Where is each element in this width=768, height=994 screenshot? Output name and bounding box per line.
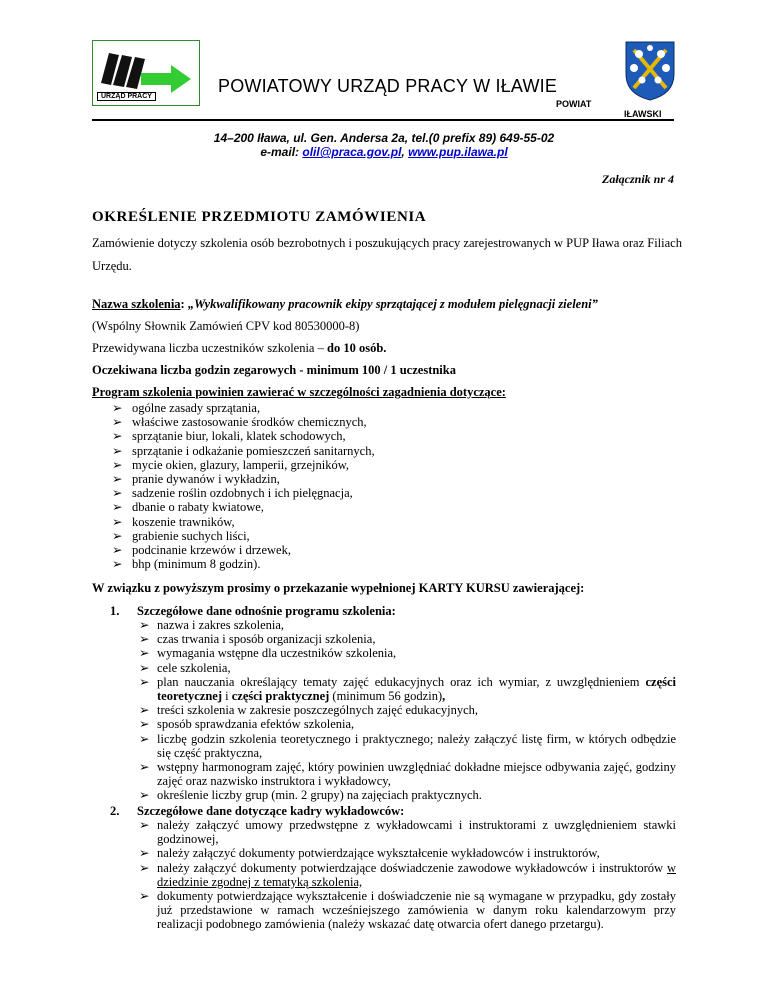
arrow-bullet-icon: ➢: [112, 429, 123, 444]
section-number: 2.: [110, 804, 120, 818]
list-item: [137, 703, 676, 717]
list-item: [137, 618, 676, 632]
list-item-text: liczbę godzin szkolenia teoretycznego i praktycznego; należy załączyć listę firm, w których odbędzie się część praktyczna,: [157, 731, 676, 760]
arrow-bullet-icon: ➢: [112, 528, 123, 543]
arrow-bullet-icon: ➢: [139, 674, 150, 689]
address-line: 14–200 Iława, ul. Gen. Andersa 2a, tel.(0 prefix 89) 649-55-02: [213, 131, 555, 145]
arrow-bullet-icon: ➢: [139, 703, 150, 718]
intro-line-1: Zamówienie dotyczy szkolenia osób bezrobotnych i poszukujących pracy zarejestrowanych w PUP Iława oraz Filiach: [92, 236, 682, 250]
logo-label: URZĄD PRACY: [97, 92, 156, 101]
list-item: [112, 515, 375, 529]
contact-line: [0, 145, 768, 159]
cpv-code: (Wspólny Słownik Zamówień CPV kod 80530000-8): [92, 319, 360, 333]
arrow-bullet-icon: ➢: [139, 717, 150, 732]
list-item-text: właściwe zastosowanie środków chemicznych,: [132, 415, 367, 430]
participants-value: do 10 osób.: [327, 341, 387, 355]
arrow-bullet-icon: ➢: [139, 646, 150, 661]
arrow-bullet-icon: ➢: [112, 514, 123, 529]
list-item: [112, 472, 375, 486]
arrow-bullet-icon: ➢: [112, 557, 123, 572]
participants-line: [92, 341, 386, 356]
plan-text-2: i: [222, 689, 232, 704]
plan-text-3: (minimum 56 godzin): [329, 689, 443, 704]
powiat-label: POWIAT: [556, 99, 592, 109]
list-item: [137, 818, 676, 846]
page-title: OKREŚLENIE PRZEDMIOTU ZAMÓWIENIA: [92, 209, 427, 225]
list-item-text: ogólne zasady sprzątania,: [132, 401, 261, 415]
plan-bold-comma: ,: [442, 689, 446, 704]
list-item: [137, 646, 676, 660]
list-item-text: dbanie o rabaty kwiatowe,: [132, 500, 264, 515]
list-item-text: grabienie suchych liści,: [132, 528, 250, 543]
list-item: [112, 543, 375, 557]
arrow-bullet-icon: ➢: [112, 472, 123, 487]
list-item: [112, 444, 375, 458]
arrow-bullet-icon: ➢: [139, 618, 150, 632]
contact-separator: ,: [401, 145, 409, 159]
list-item: [112, 401, 375, 415]
list-item: [137, 675, 676, 703]
list-item: [137, 760, 676, 788]
training-name-colon: :: [180, 297, 188, 311]
list-item: [112, 486, 375, 500]
arrow-bullet-icon: ➢: [112, 443, 123, 458]
section-list: [137, 818, 676, 932]
list-item-underlined: w dziedzinie zgodnej z tematyką szkolenia,: [157, 860, 676, 889]
arrow-bullet-icon: ➢: [112, 500, 123, 515]
list-item: [112, 429, 375, 443]
training-name-label: Nazwa szkolenia: [92, 297, 181, 311]
list-item-text: treści szkolenia w zakresie poszczególnych zajęć edukacyjnych,: [157, 703, 479, 718]
website-link[interactable]: www.pup.ilawa.pl: [408, 145, 508, 159]
list-item-text: należy załączyć dokumenty potwierdzające wykształcenie wykładowców i instruktorów,: [157, 846, 600, 861]
list-item-text: należy załączyć dokumenty potwierdzające doświadczenie zawodowe wykładowców i instruktorów: [157, 860, 667, 875]
list-item: [137, 632, 676, 646]
arrow-bullet-icon: ➢: [139, 860, 150, 875]
training-name: [92, 297, 598, 312]
attachment-number: Załącznik nr 4: [601, 172, 674, 186]
list-item-text: dokumenty potwierdzające wykształcenie i doświadczenie nie są wymagane w przypadku, gdy zostały już przedstawione w ramach wcześniejszego zamówienia w danym roku kalendarzowym przy realizacji podobnego zamówienia (należy wskazać datę otwarcia ofert danego przetargu).: [157, 889, 676, 932]
arrow-bullet-icon: ➢: [112, 543, 123, 558]
organization-name: POWIATOWY URZĄD PRACY W IŁAWIE: [218, 76, 558, 96]
powiat-name: IŁAWSKI: [624, 109, 662, 119]
list-item: [137, 788, 676, 802]
list-item-text: czas trwania i sposób organizacji szkolenia,: [157, 632, 376, 647]
arrow-bullet-icon: ➢: [139, 788, 150, 803]
list-item-text: sadzenie roślin ozdobnych i ich pielęgnacja,: [132, 486, 353, 501]
list-item: [112, 415, 375, 429]
list-item: [137, 732, 676, 760]
list-item-text: wstępny harmonogram zajęć, który powinien uwzględniać dokładne miejsce odbywania zajęć, godziny zajęć oraz nazwisko instruktora i wykładowcy,: [157, 760, 676, 789]
section-list: [137, 618, 676, 803]
program-list: [112, 401, 375, 571]
list-item: [112, 458, 375, 472]
list-item-text: nazwa i zakres szkolenia,: [157, 618, 285, 632]
list-item-text: koszenie trawników,: [132, 514, 235, 529]
list-item-text: określenie liczby grup (min. 2 grupy) na zajęciach praktycznych.: [157, 788, 482, 803]
arrow-bullet-icon: ➢: [112, 401, 123, 415]
arrow-bullet-icon: ➢: [112, 415, 123, 430]
plan-bold-practice: części praktycznej: [231, 689, 330, 704]
arrow-bullet-icon: ➢: [139, 731, 150, 746]
logo: [92, 40, 200, 106]
list-item: [112, 529, 375, 543]
list-item: [137, 861, 676, 889]
list-item-text: sposób sprawdzania efektów szkolenia,: [157, 717, 355, 732]
plan-text-1: plan nauczania określający tematy zajęć edukacyjnych oraz ich wymiar, z uwzględnieniem: [157, 674, 646, 689]
section-number: 1.: [110, 604, 120, 618]
arrow-bullet-icon: ➢: [139, 632, 150, 647]
email-prefix: e-mail:: [260, 145, 303, 159]
coat-of-arms-icon: [624, 40, 676, 102]
list-item: [112, 557, 375, 571]
intro-line-2: Urzędu.: [92, 259, 132, 273]
list-item-text: bhp (minimum 8 godzin).: [132, 557, 261, 572]
participants-text: Przewidywana liczba uczestników szkolenia –: [92, 341, 327, 355]
list-item: [137, 846, 676, 860]
request-line: W związku z powyższym prosimy o przekazanie wypełnionej KARTY KURSU zawierającej:: [92, 581, 585, 595]
section-heading: Szczegółowe dane dotyczące kadry wykładowców:: [137, 804, 405, 818]
list-item-text: wymagania wstępne dla uczestników szkolenia,: [157, 646, 397, 661]
arrow-bullet-icon: ➢: [112, 457, 123, 472]
list-item-text: sprzątanie biur, lokali, klatek schodowych,: [132, 429, 346, 444]
email-link[interactable]: olil@praca.gov.pl: [302, 145, 402, 159]
list-item: [137, 661, 676, 675]
arrow-bullet-icon: ➢: [139, 760, 150, 775]
list-item-text: cele szkolenia,: [157, 660, 231, 675]
arrow-bullet-icon: ➢: [139, 846, 150, 861]
list-item-text: podcinanie krzewów i drzewek,: [132, 543, 291, 558]
program-heading: Program szkolenia powinien zawierać w szczególności zagadnienia dotyczące:: [92, 385, 506, 399]
list-item: [112, 500, 375, 514]
plan-bold-theory: części teoretycznej: [157, 674, 676, 704]
training-name-value: „Wykwalifikowany pracownik ekipy sprzątającej z modułem pielęgnacji zieleni”: [187, 297, 598, 311]
header-divider: [92, 119, 674, 121]
arrow-bullet-icon: ➢: [139, 818, 150, 832]
list-item-text: należy załączyć umowy przedwstępne z wykładowcami i instruktorami z uwzględnieniem stawki godzinowej,: [157, 818, 676, 847]
list-item: [137, 889, 676, 932]
section-heading: Szczegółowe dane odnośnie programu szkolenia:: [137, 604, 396, 618]
arrow-bullet-icon: ➢: [112, 486, 123, 501]
arrow-bullet-icon: ➢: [139, 889, 150, 904]
hours-line: Oczekiwana liczba godzin zegarowych - minimum 100 / 1 uczestnika: [92, 363, 456, 377]
list-item-text: mycie okien, glazury, lamperii, grzejników,: [132, 457, 350, 472]
arrow-bullet-icon: ➢: [139, 660, 150, 675]
list-item-text: pranie dywanów i wykładzin,: [132, 472, 280, 487]
list-item-text: sprzątanie i odkażanie pomieszczeń sanitarnych,: [132, 443, 375, 458]
list-item: [137, 717, 676, 731]
